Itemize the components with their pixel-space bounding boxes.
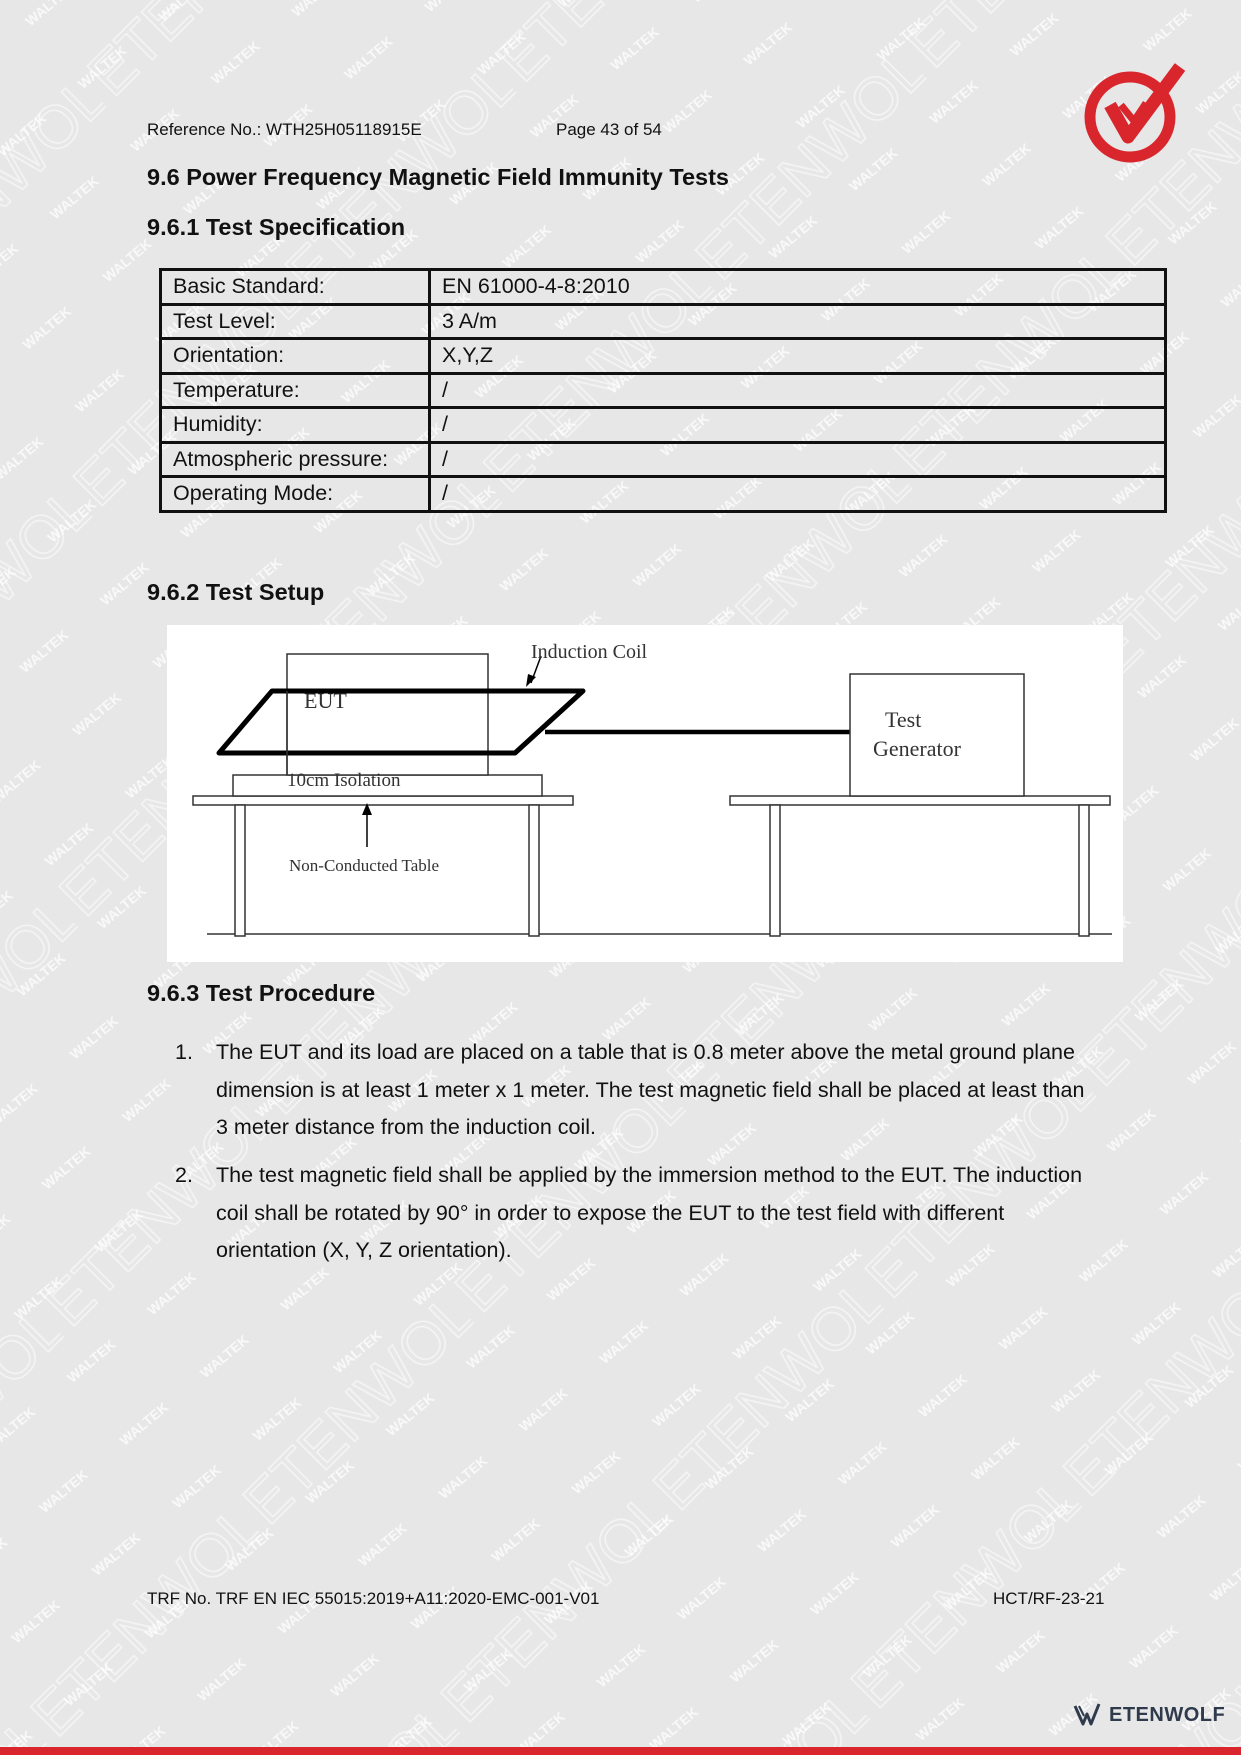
generator-box [850,674,1024,796]
coil-arrowhead [526,674,536,687]
spec-label: Basic Standard: [161,270,430,305]
isolation-label: 10cm Isolation [287,770,401,791]
spec-value: / [430,373,1166,408]
section-title-spec: 9.6.1 Test Specification [147,214,406,240]
section-title-main: 9.6 Power Frequency Magnetic Field Immunity Tests [147,164,729,190]
spec-label: Test Level: [161,304,430,339]
table-row [161,270,1166,305]
table-row [161,339,1166,374]
spec-label: Humidity: [161,408,430,443]
right-table-leg [1079,805,1089,936]
list-item-number: 2. [175,1163,193,1187]
left-table-leg [235,805,245,936]
eut-box [287,654,488,775]
spec-value: X,Y,Z [430,339,1166,374]
table-row [161,408,1166,443]
page-number: Page 43 of 54 [556,120,662,139]
spec-label: Atmospheric pressure: [161,442,430,477]
trf-number: TRF No. TRF EN IEC 55015:2019+A11:2020-EMC-001-V01 [147,1589,600,1608]
list-item-number: 1. [175,1040,193,1064]
document-code: HCT/RF-23-21 [993,1589,1105,1608]
brand-name: ETENWOLF [1109,1703,1226,1726]
generator-label-line1: Test [885,707,922,732]
spec-label: Temperature: [161,373,430,408]
list-item-text: The test magnetic field shall be applied by the immersion method to the EUT. The induction coil shall be rotated by 90° in order to expose the EUT to the test field with different orientation (X, Y, Z orientation). [216,1163,1083,1262]
table-row [161,477,1166,512]
induction-coil-label: Induction Coil [531,641,648,663]
eut-label: EUT [304,688,347,713]
left-table-leg [529,805,539,936]
list-item-text: The EUT and its load are placed on a table that is 0.8 meter above the metal ground plane dimension is at least 1 meter x 1 meter. The test magnetic field shall be placed at least than 3 meter distance from the induction coil. [216,1040,1085,1139]
reference-number: Reference No.: WTH25H05118915E [147,120,422,139]
generator-label-line2: Generator [873,736,961,761]
brand-logo [1073,1702,1225,1728]
spec-label: Operating Mode: [161,477,430,512]
spec-value: / [430,442,1166,477]
spec-value: / [430,477,1166,512]
section-title-procedure: 9.6.3 Test Procedure [147,980,376,1006]
bottom-accent-bar [0,1747,1241,1755]
spec-label: Orientation: [161,339,430,374]
spec-value: / [430,408,1166,443]
wolf-logo-icon [1073,1702,1101,1728]
test-setup-diagram [167,625,1123,962]
right-table-leg [770,805,780,936]
table-row [161,442,1166,477]
section-title-setup: 9.6.2 Test Setup [147,579,325,605]
checkmark-logo-icon [1080,63,1190,163]
table-row [161,373,1166,408]
spec-table [159,268,1167,513]
right-table-top [730,796,1110,805]
spec-value: 3 A/m [430,304,1166,339]
table-row [161,304,1166,339]
table-label: Non-Conducted Table [289,856,440,875]
left-table-top [193,796,573,805]
spec-value: EN 61000-4-8:2010 [430,270,1166,305]
